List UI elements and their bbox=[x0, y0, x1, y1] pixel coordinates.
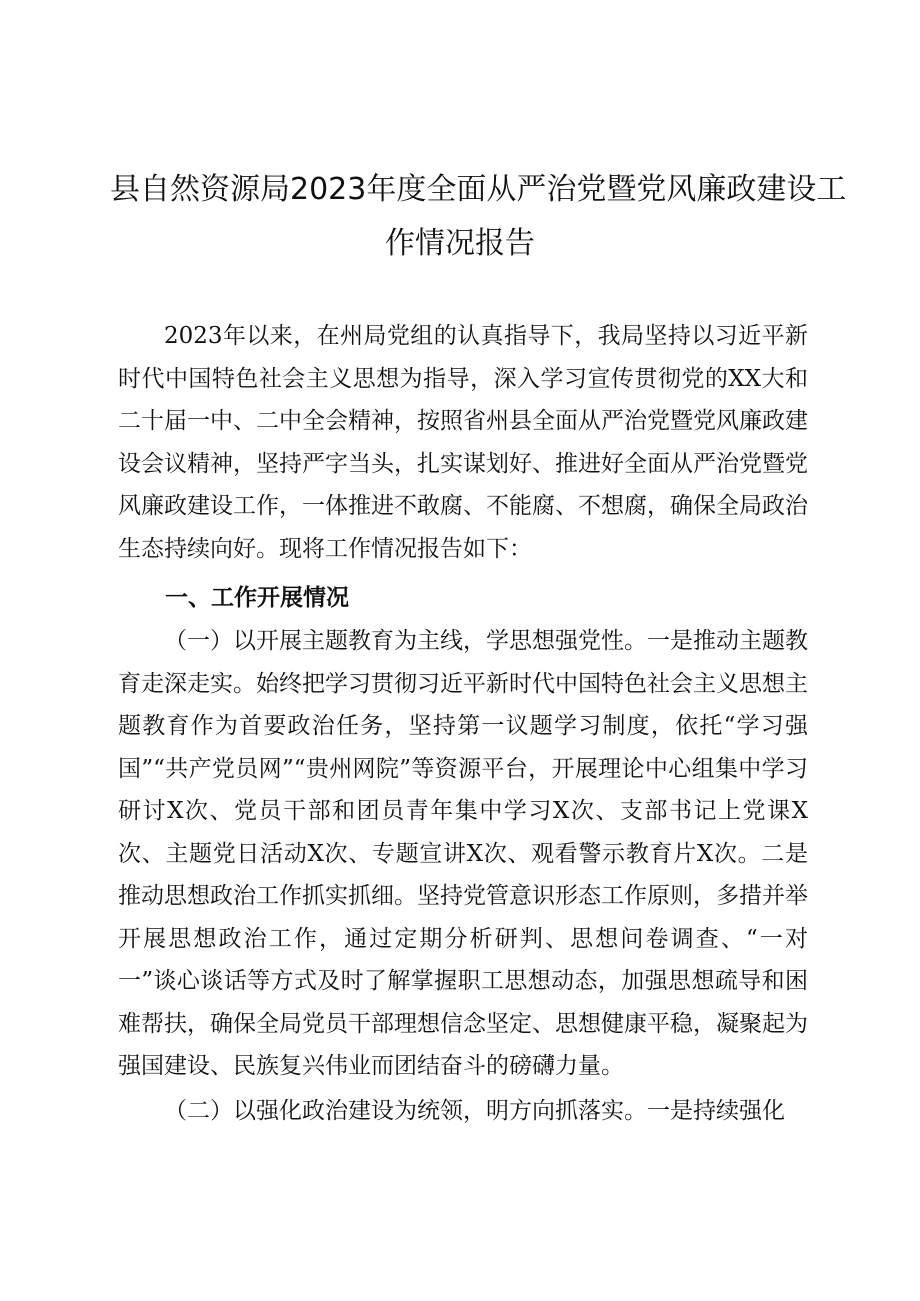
document-title-line-2: 作情况报告 bbox=[385, 226, 535, 261]
section-heading-work-status: 一、工作开展情况 bbox=[165, 585, 349, 611]
intro-paragraph: 2023年以来，在州局党组的认真指导下，我局坚持以习近平新时代中国特色社会主义思想为指导，深入学习宣传贯彻党的XX大和二十届一中、二中全会精神，按照省州县全面从严治党暨党风廉政建设会议精神，坚持严字当头，扎实谋划好、推进好全面从严治党暨党风廉政建设工作，一体推进不敢腐、不能腐、不想腐，确保全局政治生态持续向好。现将工作情况报告如下： bbox=[118, 323, 808, 562]
document-title-line-1: 县自然资源局2023年度全面从严治党暨党风廉政建设工 bbox=[110, 172, 847, 207]
paragraph-theme-education: （一）以开展主题教育为主线，学思想强党性。一是推动主题教育走深走实。始终把学习贯彻习近平新时代中国特色社会主义思想主题教育作为首要政治任务，坚持第一议题学习制度，依托“学习强国”“共产党员网”“贵州网院”等资源平台，开展理论中心组集中学习研讨X次、党员干部和团员青年集中学习X次、支部书记上党课X次、主题党日活动X次、专题宣讲X次、观看警示教育片X次。二是推动思想政治工作抓实抓细。坚持党管意识形态工作原则，多措并举开展思想政治工作，通过定期分析研判、思想问卷调查、“一对一”谈心谈话等方式及时了解掌握职工思想动态，加强思想疏导和困难帮扶，确保全局党员干部理想信念坚定、思想健康平稳，凝聚起为强国建设、民族复兴伟业而团结奋斗的磅礴力量。 bbox=[118, 628, 808, 1079]
paragraph-political-building: （二）以强化政治建设为统领，明方向抓落实。一是持续强化 bbox=[164, 1098, 785, 1124]
